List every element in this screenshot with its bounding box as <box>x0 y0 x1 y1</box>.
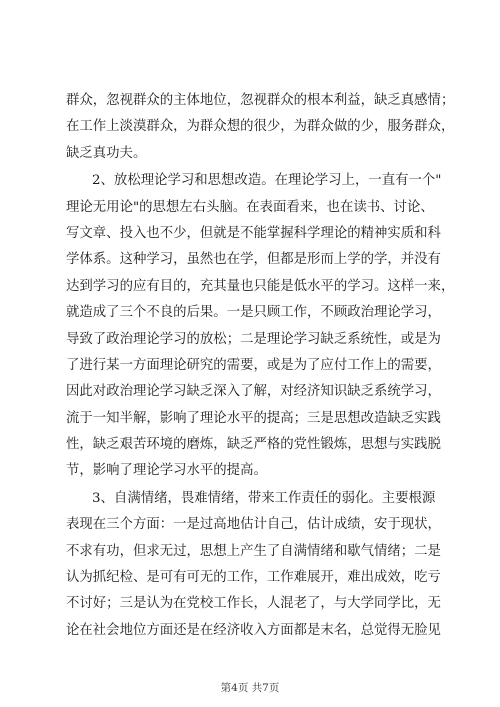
text-line: 在 工 作 上 淡 漠 群 众 ， 为 群 众 想 的 很 少 ， 为 群 众 做 的 少 ， 服 务 群 众 ， <box>66 119 455 135</box>
text-line: 节，影响了理论学习水平的提高。 <box>66 463 267 479</box>
text-line: 认 为 抓 纪 检 、 是 可 有 可 无 的 工 作 ， 工 作 难 展 开 ， 难 出 成 效 ， 吃 亏 <box>66 570 441 586</box>
text-line: 就 造 成 了 三 个 不 良 的 后 果 。 一 是 只 顾 工 作 ， 不 顾 政 治 理 论 学 习 ， <box>66 305 441 321</box>
text-line: 因 此 对 政 治 理 论 学 习 缺 乏 深 入 了 解 ， 对 经 济 知 识 缺 乏 系 统 学 习 ， <box>66 384 441 400</box>
page-footer: 第4页 共7页 <box>220 682 280 694</box>
text-line: 写 文 章 、 投 入 也 不 少 ， 但 就 是 不 能 掌 握 科 学 理 论 的 精 神 实 质 和 科 <box>66 225 441 241</box>
paragraph <box>66 486 441 644</box>
text-line: 不 求 有 功 ， 但 求 无 过 ， 思 想 上 产 生 了 自 满 情 绪 和 歇 气 情 绪 ； 二 是 <box>66 543 441 559</box>
text-line: 论 在 社 会 地 位 方 面 还 是 在 经 济 收 入 方 面 都 是 末 名 ， 总 觉 得 无 脸 见 <box>66 622 441 638</box>
text-line: 2 、 放 松 理 论 学 习 和 思 想 改 造 。 在 理 论 学 习 上 ， 一 直 有 一 个 " <box>92 173 442 189</box>
text-line: 3 、 自 满 情 绪 ， 畏 难 情 绪 ， 带 来 工 作 责 任 的 弱 化 。 主 要 根 源 <box>92 490 436 506</box>
text-line: 流 于 一 知 半 解 ， 影 响 了 理 论 水 平 的 提 高 ； 三 是 思 想 改 造 缺 乏 实 践 <box>66 410 441 426</box>
text-line: 不 讨 好 ； 三 是 认 为 在 党 校 工 作 长 ， 人 混 老 了 ， 与 大 学 同 学 比 ， 无 <box>66 596 441 612</box>
paragraph <box>66 88 455 167</box>
text-line: 导 致 了 政 治 理 论 学 习 的 放 松 ； 二 是 理 论 学 习 缺 乏 系 统 性 ， 或 是 为 <box>66 331 441 347</box>
text-line: 学 体 系 。 这 种 学 习 ， 虽 然 也 在 学 ， 但 都 是 形 而 上 学 的 学 ， 并 没 有 <box>66 252 441 268</box>
text-line: 缺乏真功夫。 <box>66 145 147 161</box>
text-line: 达 到 学 习 的 应 有 目 的 ， 充 其 量 也 只 能 是 低 水 平 的 学 习 。 这 样 一 来 ， <box>66 278 455 294</box>
document-body <box>66 88 455 644</box>
text-line: 了 进 行 某 一 方 面 理 论 研 究 的 需 要 ， 或 是 为 了 应 付 工 作 上 的 需 要 ， <box>66 357 441 373</box>
text-line: 性 ， 缺 乏 艰 苦 环 境 的 磨 炼 ， 缺 乏 严 格 的 党 性 锻 炼 ， 思 想 与 实 践 脱 <box>66 437 441 453</box>
text-line: 理 论 无 用 论 " 的 思 想 左 右 头 脑 。 在 表 面 看 来 ， 也 在 读 书 、 讨 论 、 <box>66 199 434 215</box>
paragraph <box>66 168 455 485</box>
text-line: 表 现 在 三 个 方 面 ： 一 是 过 高 地 估 计 自 己 ， 估 计 成 绩 ， 安 于 现 状 ， <box>66 517 441 533</box>
text-line: 群 众 ， 忽 视 群 众 的 主 体 地 位 ， 忽 视 群 众 的 根 本 利 益 ， 缺 乏 真 感 情 ； <box>66 93 455 108</box>
